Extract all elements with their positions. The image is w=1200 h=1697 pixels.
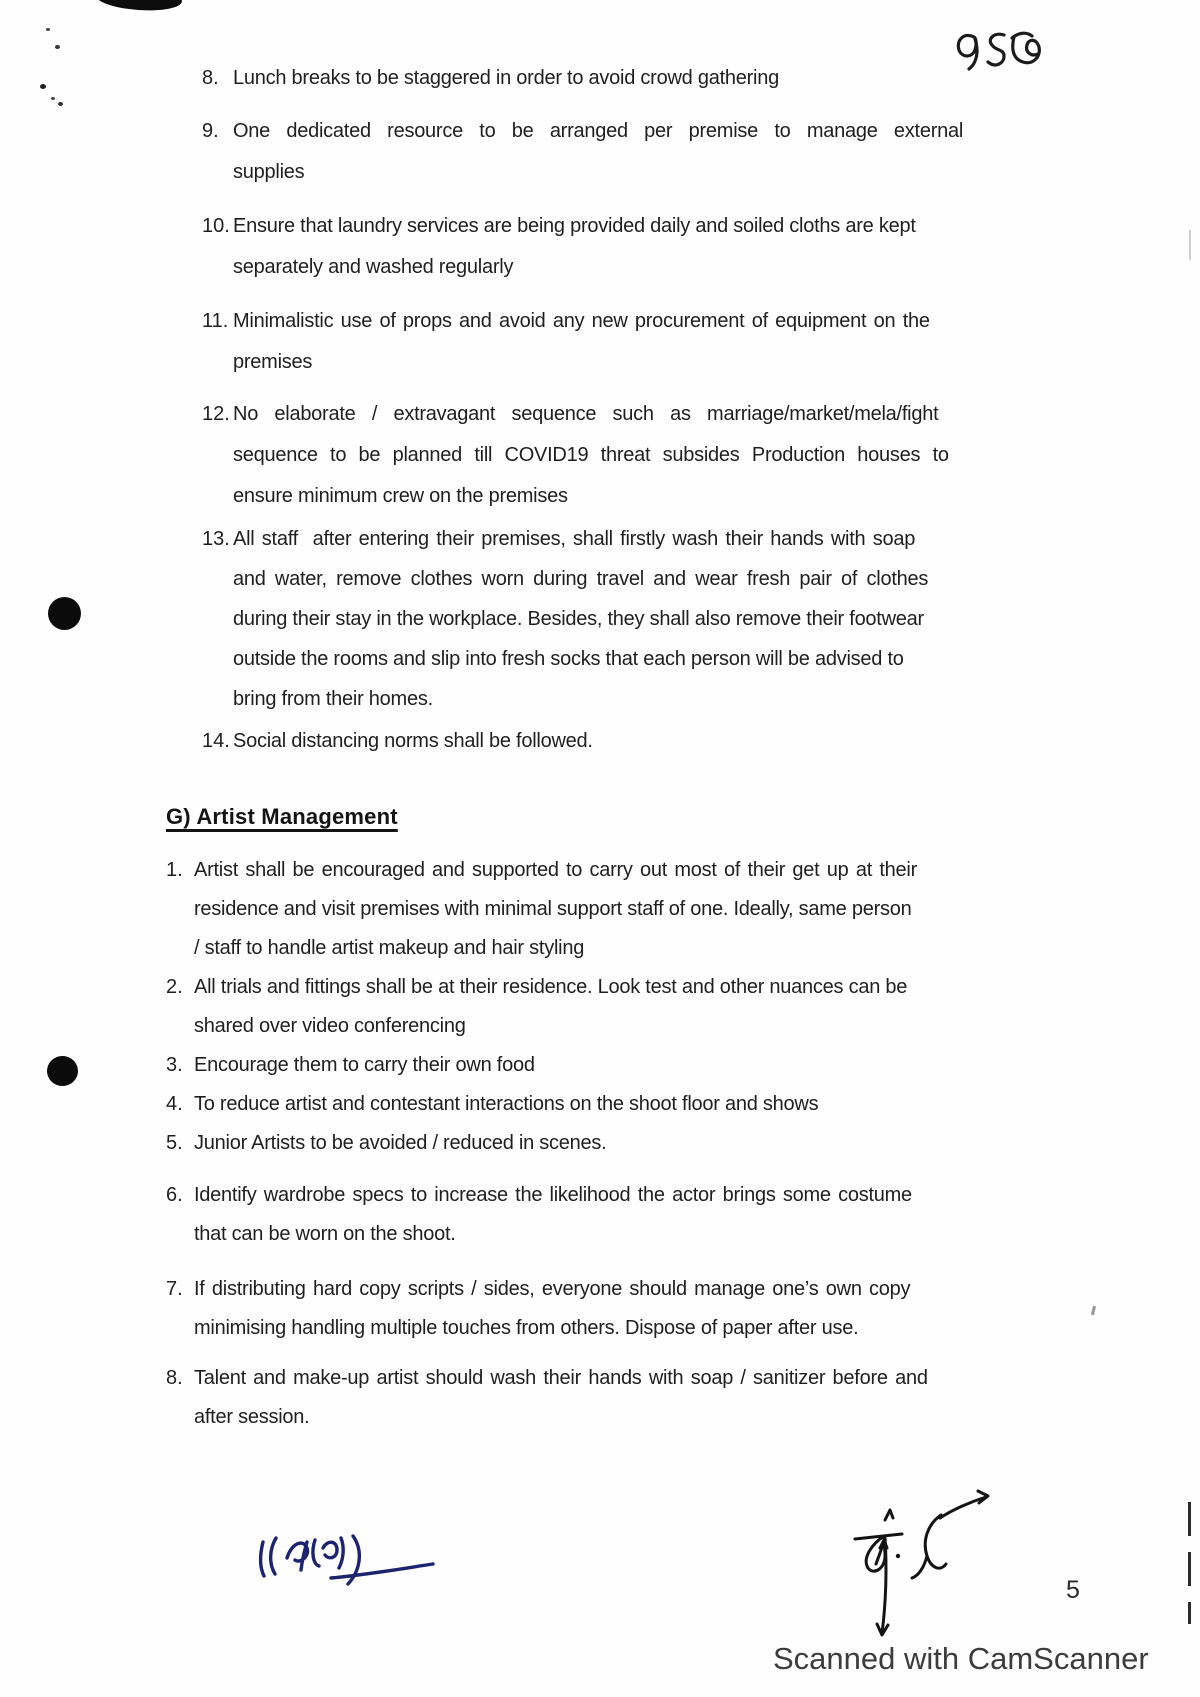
- section-heading: G) Artist Management: [166, 804, 398, 829]
- list-item: [166, 968, 1014, 1046]
- text-line: shared over video conferencing: [194, 1015, 466, 1037]
- item-number: 9.: [202, 120, 219, 142]
- punch-hole-dot: [48, 597, 81, 630]
- text-line: that can be worn on the shoot.: [194, 1223, 456, 1245]
- item-number: 8.: [202, 67, 219, 89]
- scan-speck: [55, 45, 60, 49]
- item-number: 10.: [202, 215, 230, 237]
- item-number: 2.: [166, 976, 183, 998]
- text-line: Identify wardrobe specs to increase the likelihood the actor brings some costume: [194, 1184, 912, 1206]
- text-line: and water, remove clothes worn during travel and wear fresh pair of clothes: [233, 568, 929, 590]
- list-item: [166, 301, 1014, 383]
- list-item: [166, 1359, 1014, 1437]
- text-line: Social distancing norms shall be followed.: [233, 730, 593, 752]
- camscanner-watermark: Scanned with CamScanner: [773, 1641, 1149, 1676]
- list-item: [166, 1176, 1014, 1254]
- continued-numbered-list: [166, 58, 1014, 762]
- text-line: during their stay in the workplace. Besides, they shall also remove their footwear: [233, 608, 924, 630]
- text-line: premises: [233, 351, 313, 373]
- text-line: / staff to handle artist makeup and hair styling: [194, 937, 585, 959]
- scan-edge-mark: [1091, 1306, 1096, 1315]
- item-number: 14.: [202, 730, 230, 752]
- list-item: [166, 721, 1014, 762]
- text-line: bring from their homes.: [233, 688, 433, 710]
- item-number: 11.: [202, 310, 229, 332]
- list-item: [166, 1046, 1014, 1085]
- scan-speck: [46, 28, 50, 31]
- item-number: 5.: [166, 1132, 183, 1154]
- item-number: 1.: [166, 859, 183, 881]
- item-number: 7.: [166, 1278, 183, 1300]
- list-item: [166, 394, 1014, 517]
- list-item: [166, 519, 1014, 719]
- text-line: One dedicated resource to be arranged per premise to manage external: [233, 120, 964, 142]
- list-item: [166, 206, 1014, 288]
- text-line: Lunch breaks to be staggered in order to avoid crowd gathering: [233, 67, 779, 89]
- text-line: Ensure that laundry services are being provided daily and soiled cloths are kept: [233, 215, 916, 237]
- text-line: Junior Artists to be avoided / reduced in scenes.: [194, 1132, 607, 1154]
- text-line: sequence to be planned till COVID19 threat subsides Production houses to: [233, 444, 949, 466]
- page-number: 5: [1066, 1576, 1080, 1604]
- artist-management-list: [166, 851, 1014, 1437]
- text-line: All staff after entering their premises, shall firstly wash their hands with soap: [233, 528, 916, 550]
- text-line: Talent and make-up artist should wash their hands with soap / sanitizer before and: [194, 1367, 928, 1389]
- text-line: Artist shall be encouraged and supported to carry out most of their get up at their: [194, 859, 917, 881]
- list-item: [166, 111, 1014, 193]
- item-number: 3.: [166, 1054, 183, 1076]
- text-line: Encourage them to carry their own food: [194, 1054, 535, 1076]
- list-item: [166, 851, 1014, 968]
- scan-edge-mark: [1189, 230, 1191, 260]
- text-line: after session.: [194, 1406, 310, 1428]
- text-line: minimising handling multiple touches from others. Dispose of paper after use.: [194, 1317, 859, 1339]
- signature-left: [245, 1520, 445, 1605]
- text-line: To reduce artist and contestant interactions on the shoot floor and shows: [194, 1093, 819, 1115]
- list-item: [166, 1085, 1014, 1124]
- punch-hole-dot: [47, 1056, 78, 1086]
- signature-right: [828, 1468, 1003, 1643]
- list-item: [166, 1124, 1014, 1163]
- scan-smudge: [95, 0, 182, 13]
- text-line: No elaborate / extravagant sequence such as marriage/market/mela/fight: [233, 403, 939, 425]
- text-line: Minimalistic use of props and avoid any new procurement of equipment on the: [233, 310, 930, 332]
- text-line: separately and washed regularly: [233, 256, 514, 278]
- item-number: 13.: [202, 528, 230, 550]
- scan-speck: [51, 97, 55, 100]
- text-line: All trials and fittings shall be at their residence. Look test and other nuances can be: [194, 976, 908, 998]
- item-number: 8.: [166, 1367, 183, 1389]
- scan-dashed-line: [1188, 1502, 1191, 1624]
- text-line: ensure minimum crew on the premises: [233, 485, 568, 507]
- item-number: 4.: [166, 1093, 183, 1115]
- text-line: outside the rooms and slip into fresh socks that each person will be advised to: [233, 648, 904, 670]
- list-item: [166, 58, 1014, 99]
- document-body: [166, 58, 1014, 1437]
- scan-speck: [40, 84, 46, 89]
- text-line: If distributing hard copy scripts / sides, everyone should manage one’s own copy: [194, 1278, 911, 1300]
- text-line: supplies: [233, 161, 305, 183]
- item-number: 12.: [202, 403, 230, 425]
- text-line: residence and visit premises with minimal support staff of one. Ideally, same person: [194, 898, 912, 920]
- list-item: [166, 1270, 1014, 1348]
- item-number: 6.: [166, 1184, 183, 1206]
- scan-speck: [58, 102, 63, 106]
